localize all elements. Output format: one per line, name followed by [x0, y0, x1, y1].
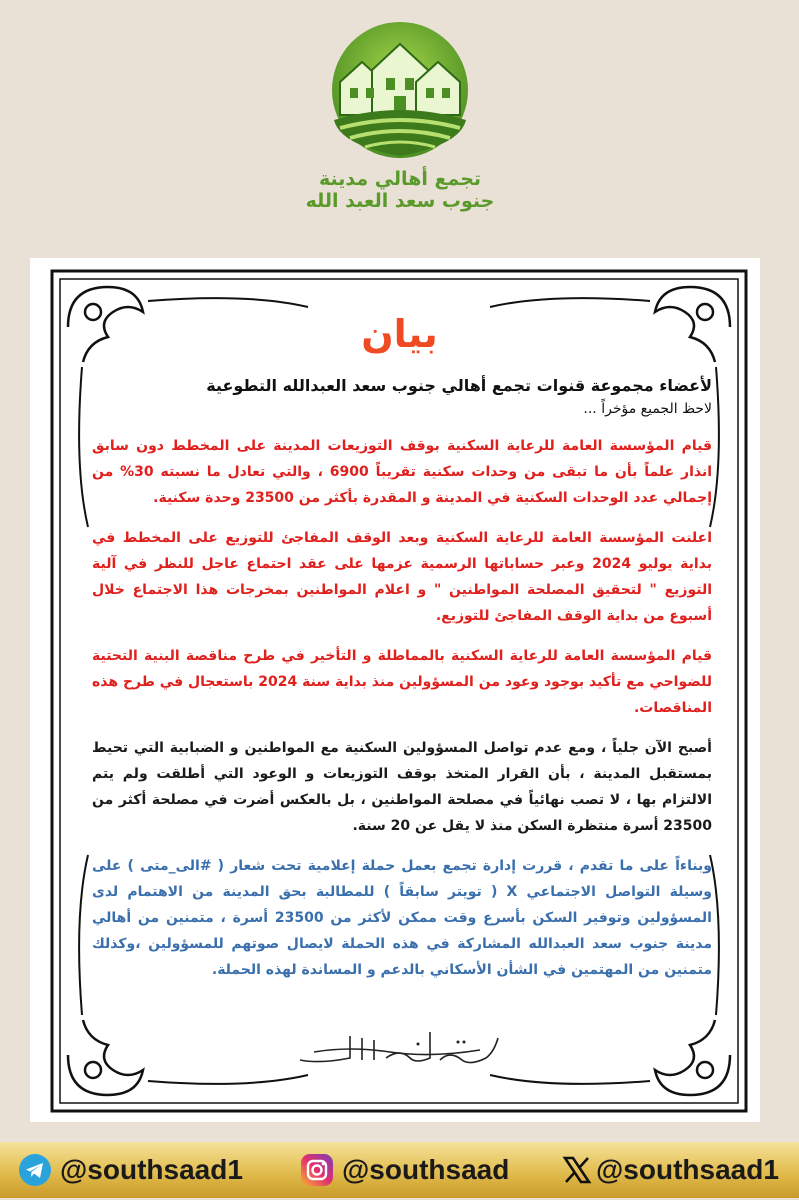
logo-caption	[300, 168, 500, 212]
statement-title: بيان	[361, 312, 438, 356]
instagram-handle-text: @southsaad	[342, 1154, 510, 1185]
statement-heading: لأعضاء مجموعة قنوات تجمع أهالي جنوب سعد العبدالله التطوعية	[206, 376, 712, 395]
x-logo-icon	[560, 1153, 594, 1187]
x-handle-text: @southsaad1	[596, 1154, 779, 1185]
paragraph-1: قيام المؤسسة العامة للرعاية السكنية بوقف التوزيعات المدينة على المخطط دون سابق انذار علماً بأن ما تبقى من وحدات سكنية تقريباً 6900 ، والتي تعادل ما نسبته 30% من إجمالي عدد الوحدات السكنية في المدينة و المقدرة بأكثر من 23500 وحدة سكنية.	[92, 438, 713, 506]
x-handle[interactable]	[560, 1152, 779, 1188]
logo-line-2: جنوب سعد العبد الله	[305, 190, 495, 212]
telegram-icon	[18, 1153, 52, 1187]
logo-line-1: تجمع أهالي مدينة	[318, 168, 482, 190]
telegram-handle-text: @southsaad1	[60, 1154, 243, 1185]
paragraph-5: وبناءاً على ما تقدم ، قررت إدارة تجمع بعمل حملة إعلامية تحت شعار ( #الى_متى ) على وسيلة التواصل الاجتماعي X ( تويتر سابقاً ) للمطالبة بحق المدينة من الاهتمام لدى المسؤولين وتوفير السكن بأسرع وقت ممكن لأكثر من 23500 أسرة ، متمنين من أهالي مدينة جنوب سعد العبدالله المشاركة في هذه الحملة لايصال صوتهم للمسؤولين ،وكذلك متمنين من المهتمين في الشأن الأسكاني بالدعم و المساندة لهذه الحملة.	[92, 858, 713, 978]
statement-body	[92, 376, 712, 997]
telegram-handle[interactable]	[18, 1152, 243, 1188]
paragraph-4: أصبح الآن جلياً ، ومع عدم تواصل المسؤولين السكنية مع المواطنين و الضبابية التي تحيط بمستقبل المدينة ، بأن القرار المتخذ بوقف التوزيعات و الوعود التي أطلقت ولم يتم الالتزام بها ، لا تصب نهائياً في مصلحة المواطنين ، بل بالعكس أضرت في مصلحة أكثر من 23500 أسرة منتظرة السكن منذ لا يقل عن 20 سنة.	[92, 740, 712, 834]
paragraph-2: اعلنت المؤسسة العامة للرعاية السكنية وبعد الوقف المفاجئ للتوزيع على المخطط في بداية يوليو 2024 وعبر حساباتها الرسمية عزمها على عقد احتماع عاجل للنظر في آلية التوزيع " لتحقيق المصلحة المواطنين " و اعلام المواطنين بمخرجات هذا الاجتماع خلال أسبوع من بداية الوقف المفاجئ للتوزيع.	[92, 530, 713, 624]
instagram-icon	[300, 1153, 334, 1187]
instagram-handle[interactable]	[300, 1152, 509, 1188]
closing-calligraphy	[290, 1022, 510, 1072]
paragraph-3: قيام المؤسسة العامة للرعاية السكنية بالمماطلة و التأخير في طرح مناقصة البنية التحتية للضواحي مع تأكيد بوجود وعود من المسؤولين منذ بداية سنة 2024 باستعجال في طرح هذه المناقصات.	[92, 648, 712, 716]
statement-subheading: لاحظ الجميع مؤخراً ...	[583, 401, 712, 417]
social-footer	[0, 1142, 799, 1198]
